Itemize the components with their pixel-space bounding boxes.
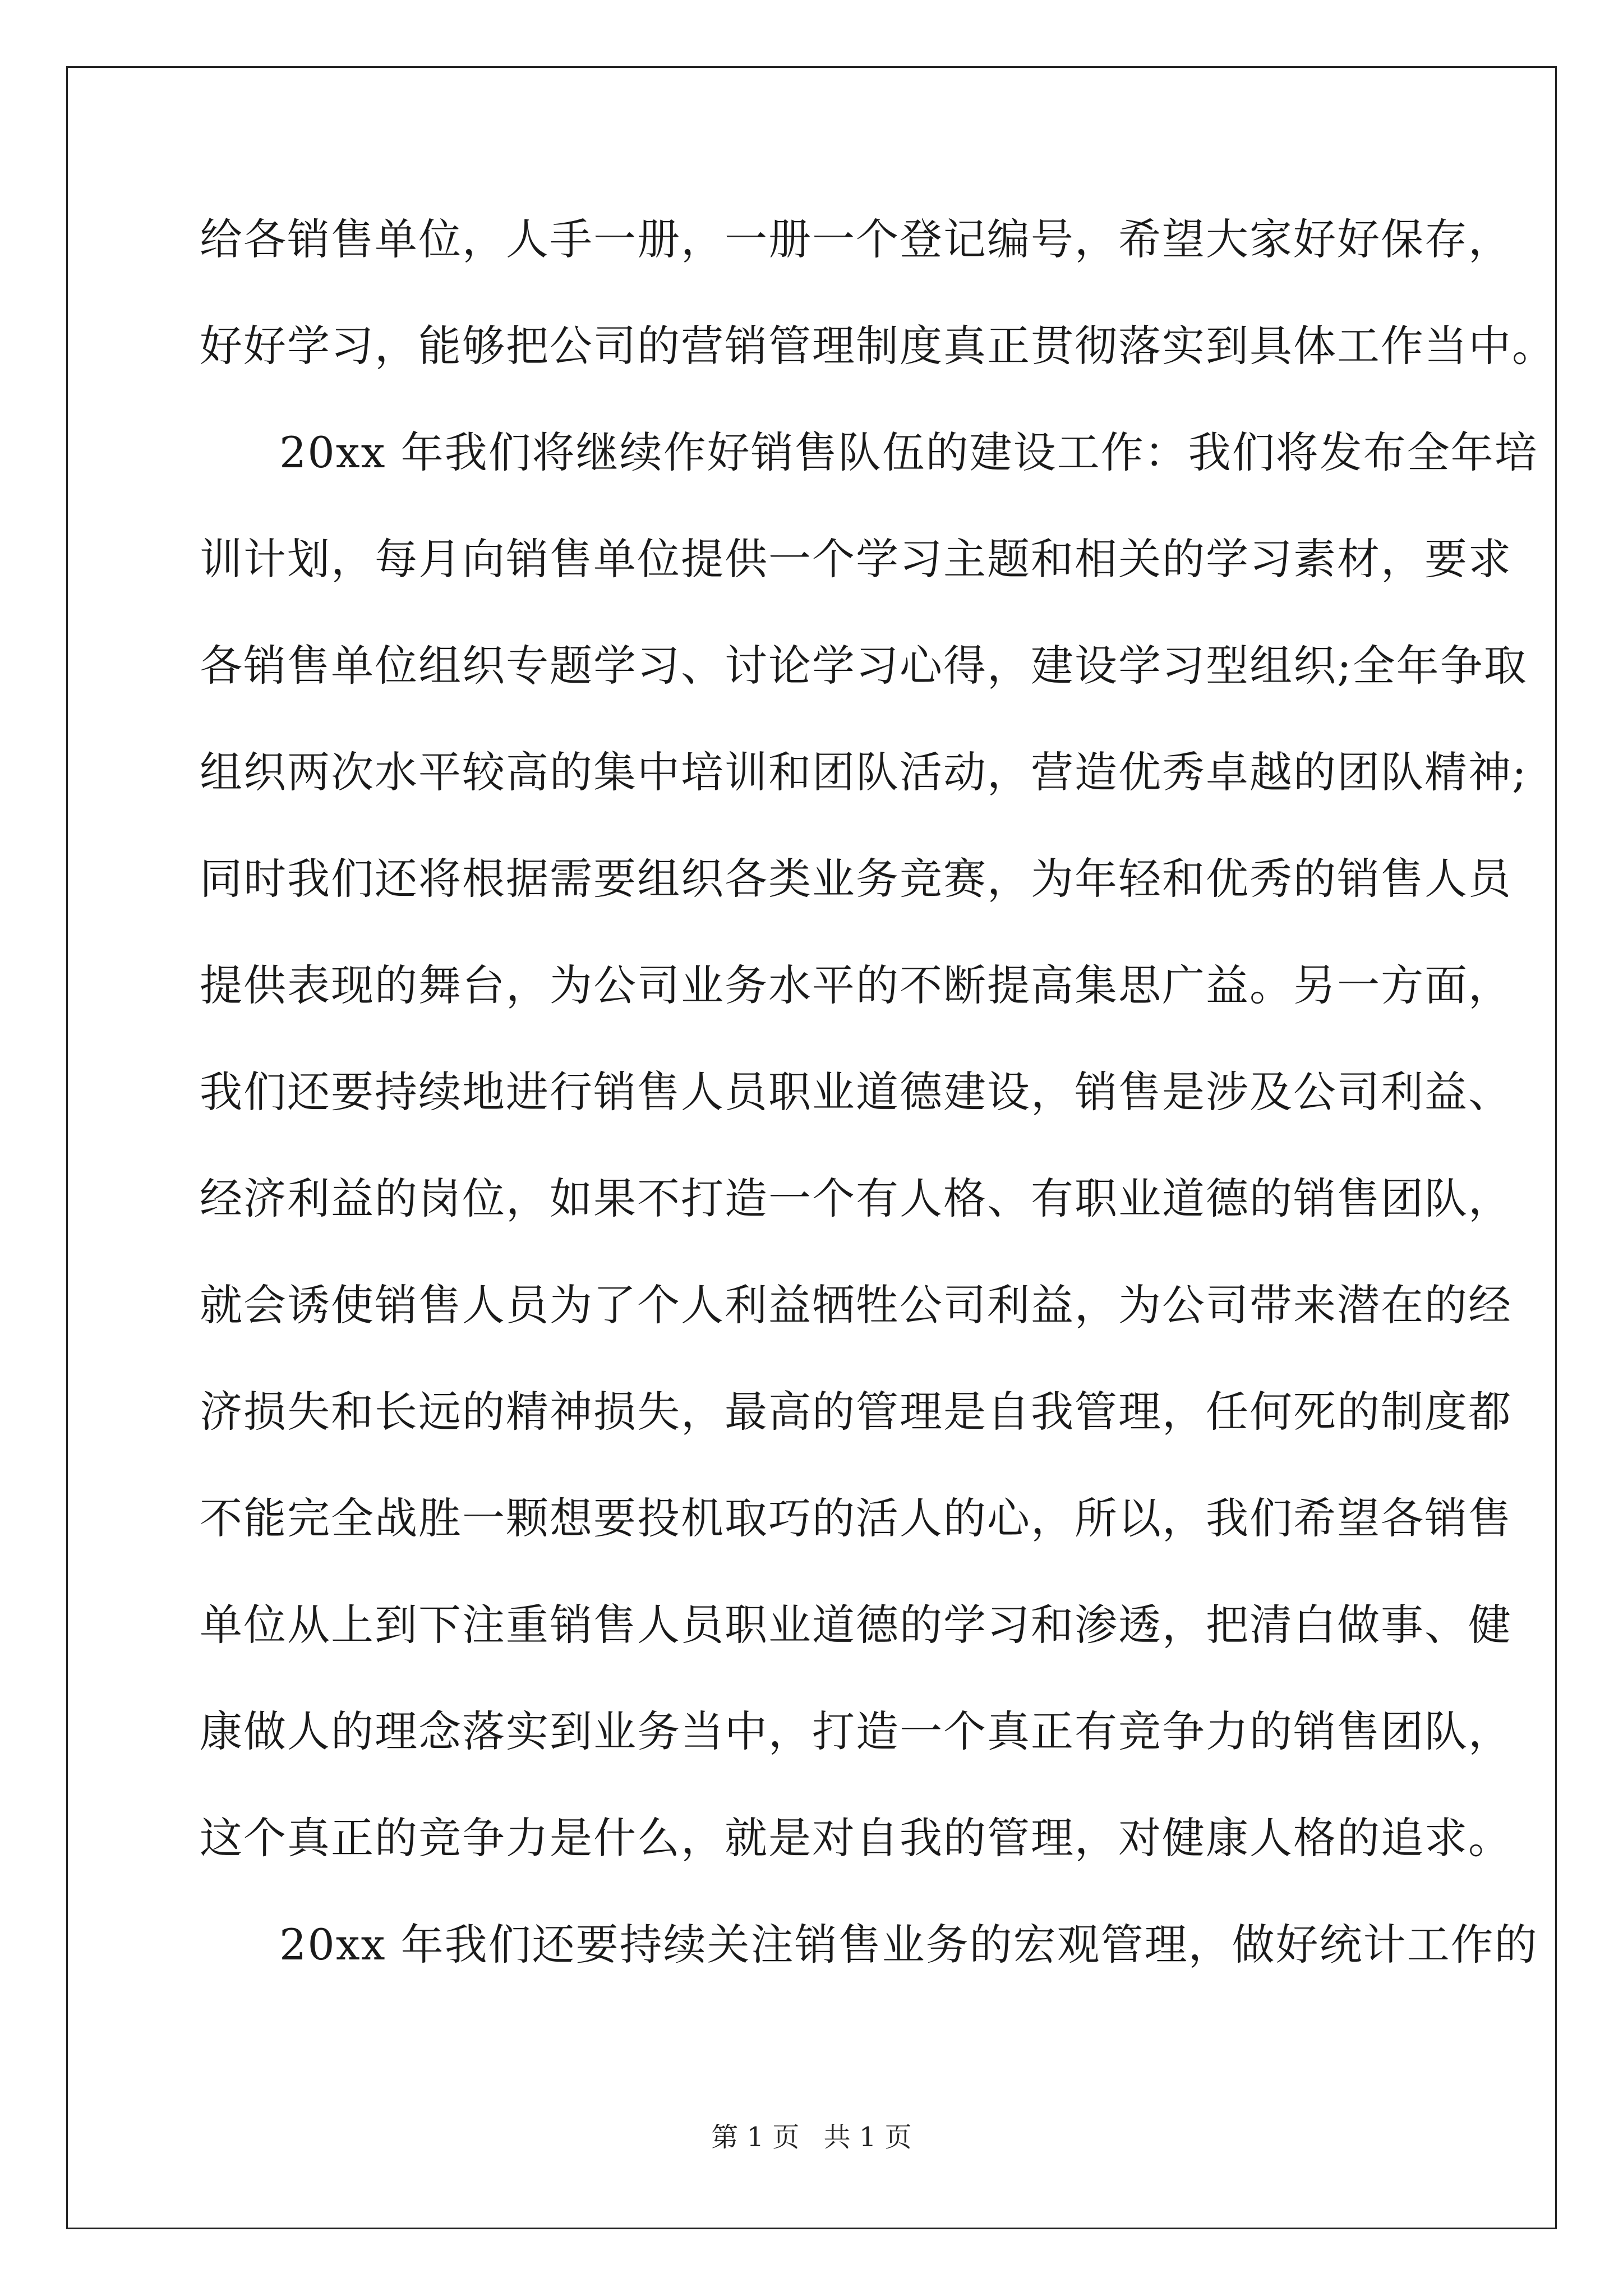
text-line: 济损失和长远的精神损失，最高的管理是自我管理，任何死的制度都 [200,1387,1512,1437]
text-line: 单位从上到下注重销售人员职业道德的学习和渗透，把清白做事、健 [200,1600,1512,1650]
page-total: 共 1 页 [823,2122,912,2153]
page-footer [0,2120,1623,2154]
page-number: 第 1 页 [711,2122,800,2153]
text-line: 这个真正的竞争力是什么，就是对自我的管理，对健康人格的追求。 [200,1813,1512,1863]
document-body [200,203,1556,2015]
text-line: 20xx 年我们将继续作好销售队伍的建设工作：我们将发布全年培 [279,427,1538,477]
text-line: 好好学习，能够把公司的营销管理制度真正贯彻落实到具体工作当中。 [200,321,1556,371]
text-line: 康做人的理念落实到业务当中，打造一个真正有竞争力的销售团队， [200,1706,1512,1756]
text-line: 组织两次水平较高的集中培训和团队活动，营造优秀卓越的团队精神; [200,747,1528,797]
text-line: 训计划，每月向销售单位提供一个学习主题和相关的学习素材，要求 [200,534,1512,584]
text-line: 同时我们还将根据需要组织各类业务竞赛，为年轻和优秀的销售人员 [200,854,1512,904]
text-line: 各销售单位组织专题学习、讨论学习心得，建设学习型组织;全年争取 [200,641,1528,691]
text-line: 经济利益的岗位，如果不打造一个有人格、有职业道德的销售团队， [200,1174,1512,1223]
text-line: 就会诱使销售人员为了个人利益牺牲公司利益，为公司带来潜在的经 [200,1280,1512,1330]
text-line: 我们还要持续地进行销售人员职业道德建设，销售是涉及公司利益、 [200,1067,1512,1117]
text-line: 20xx 年我们还要持续关注销售业务的宏观管理，做好统计工作的 [279,1920,1538,1970]
text-line: 提供表现的舞台，为公司业务水平的不断提高集思广益。另一方面， [200,960,1512,1010]
text-line: 给各销售单位，人手一册，一册一个登记编号，希望大家好好保存， [200,214,1512,264]
text-line: 不能完全战胜一颗想要投机取巧的活人的心，所以，我们希望各销售 [200,1493,1512,1543]
